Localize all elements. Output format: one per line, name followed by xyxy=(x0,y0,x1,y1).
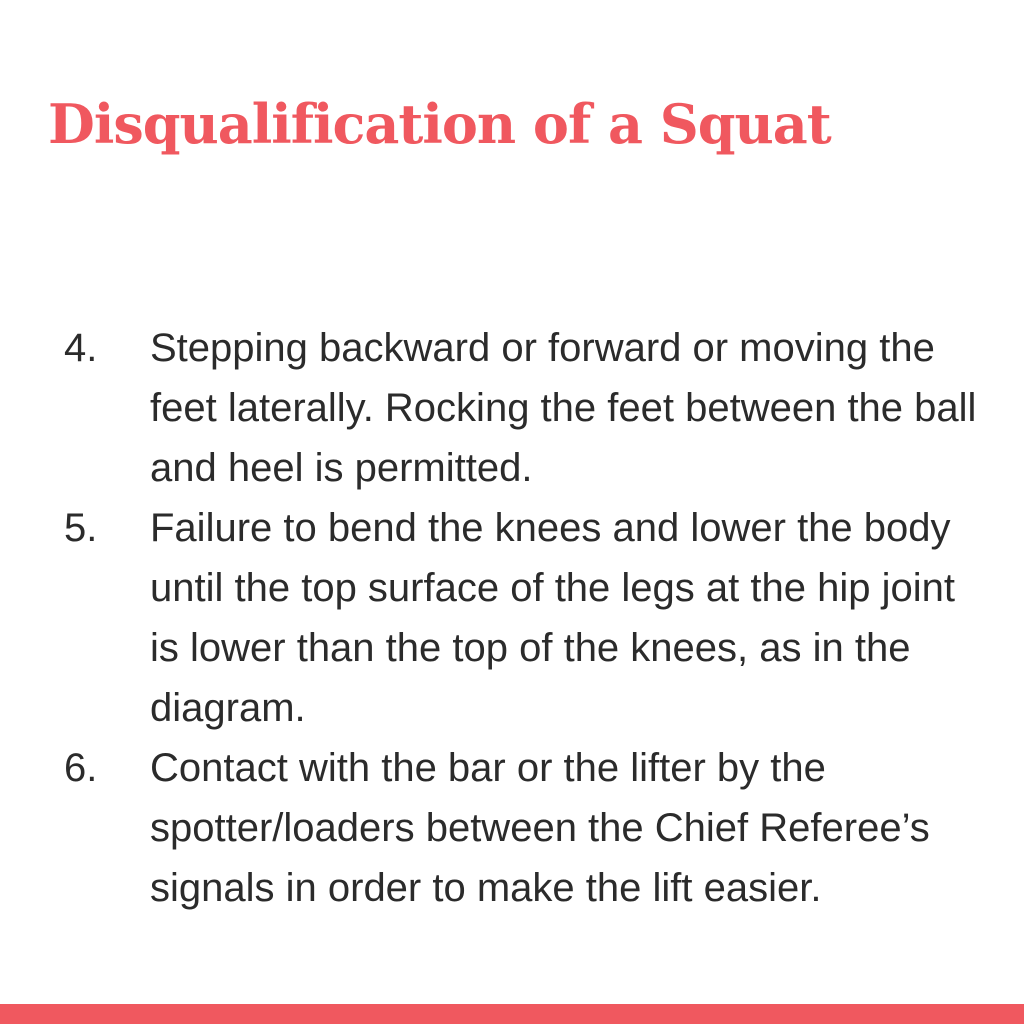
list-item xyxy=(0,738,1024,918)
list-item xyxy=(0,318,1024,498)
list-item xyxy=(0,498,1024,738)
page-title: Disqualification of a Squat xyxy=(48,92,831,156)
list-item-number: 4. xyxy=(64,326,98,370)
list-item-text: Failure to bend the knees and lower the body until the top surface of the legs at the hip joint is lower than the top of the knees, as in the diagram. xyxy=(150,506,955,730)
bottom-accent-bar xyxy=(0,1004,1024,1024)
list-item-text: Stepping backward or forward or moving the feet laterally. Rocking the feet between the ball and heel is permitted. xyxy=(150,326,977,490)
list-item-number: 5. xyxy=(64,506,98,550)
list-item-text: Contact with the bar or the lifter by the spotter/loaders between the Chief Referee’s signals in order to make the lift easier. xyxy=(150,746,930,910)
disqualification-list xyxy=(0,318,1024,918)
list-item-number: 6. xyxy=(64,746,98,790)
